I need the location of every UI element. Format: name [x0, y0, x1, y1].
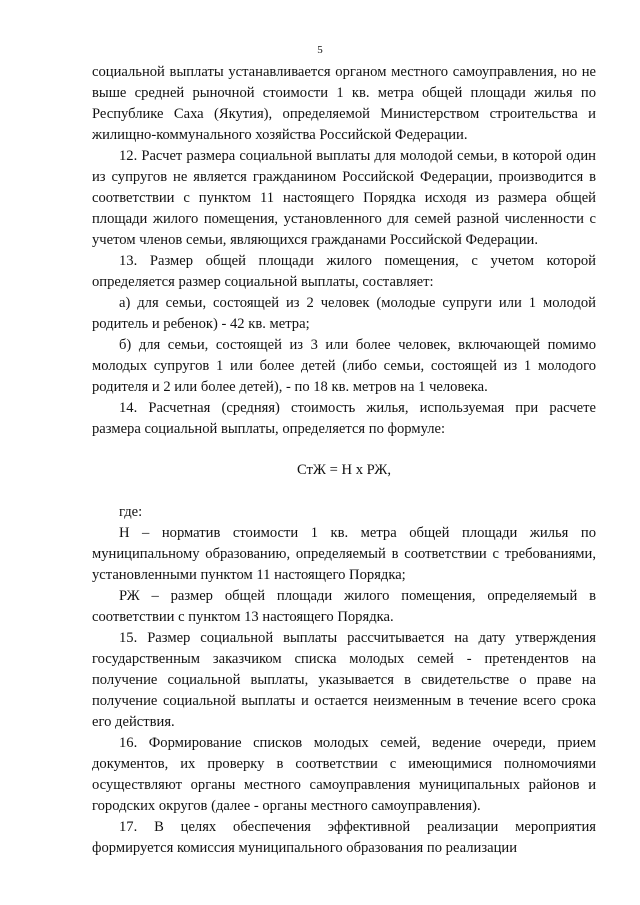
paragraph-16: 16. Формирование списков молодых семей, ведение очереди, прием документов, их проверку в соответствии с имеющимися полномочиями осуществляют органы местного самоуправления муниципальных районов и городских округов (далее - органы местного самоуправления).	[92, 735, 596, 814]
paragraph-13: 13. Размер общей площади жилого помещения, с учетом которой определяется размер социальной выплаты, составляет:	[92, 253, 596, 290]
paragraph-15: 15. Размер социальной выплаты рассчитывается на дату утверждения государственным заказчиком списка молодых семей - претендентов на получение социальной выплаты, указывается в свидетельстве о праве на получение социальной выплаты и остается неизменным в течение всего срока его действия.	[92, 630, 596, 730]
definition-rzh: РЖ – размер общей площади жилого помещения, определяемый в соответствии с пунктом 13 настоящего Порядка.	[92, 588, 596, 625]
paragraph-14: 14. Расчетная (средняя) стоимость жилья, используемая при расчете размера социальной выплаты, определяется по формуле:	[92, 400, 596, 437]
page-number: 5	[317, 44, 323, 56]
where-label: где:	[119, 504, 143, 520]
definition-n: Н – норматив стоимости 1 кв. метра общей площади жилья по муниципальному образованию, определяемый в соответствии с требованиями, установленными пунктом 11 настоящего Порядка;	[92, 525, 596, 583]
formula: СтЖ = Н х РЖ,	[297, 462, 391, 478]
paragraph-13b: б) для семьи, состоящей из 3 или более человек, включающей помимо молодых супругов 1 или более детей (либо семьи, состоящей из 1 молодого родителя и 2 или более детей), - по 18 кв. метров на 1 человека.	[92, 337, 596, 395]
paragraph-13a: а) для семьи, состоящей из 2 человек (молодые супруги или 1 молодой родитель и ребенок) - 42 кв. метра;	[92, 295, 596, 332]
paragraph-17: 17. В целях обеспечения эффективной реализации мероприятия формируется комиссия муниципального образования по реализации	[92, 819, 596, 856]
document-body	[92, 62, 596, 859]
paragraph-continued: социальной выплаты устанавливается органом местного самоуправления, но не выше средней рыночной стоимости 1 кв. метра общей площади жилья по Республике Саха (Якутия), определяемой Министерством строительства и жилищно-коммунального хозяйства Российской Федерации.	[92, 64, 596, 143]
paragraph-12: 12. Расчет размера социальной выплаты для молодой семьи, в которой один из супругов не является гражданином Российской Федерации, производится в соответствии с пунктом 11 настоящего Порядка исходя из размера общей площади жилого помещения, установленного для семей разной численности с учетом членов семьи, являющихся гражданами Российской Федерации.	[92, 148, 596, 248]
